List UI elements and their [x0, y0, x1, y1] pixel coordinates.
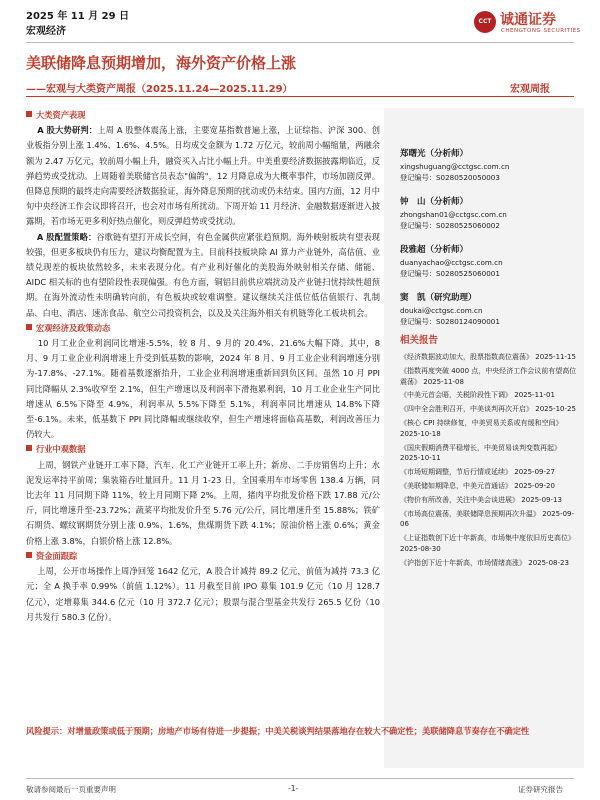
- footer-disclaimer: 敬请参阅最后一页重要声明: [26, 785, 116, 794]
- analyst-email[interactable]: doukai@cctgsc.com.cn: [400, 306, 483, 315]
- paragraph-a-share-strategy: A 股配置策略：谷歌链有望打开成长空间，有色金属供应紧张趋预期。海外映射板块有望表现较强，但更多板块仍有压力，建议均衡配置为主。目前科技板块除 AI 算力产业链外，高估值、业绩兑现差的板块依然较多，未来表现分化。有产业利好催化的美股海外映射相关存储、储能、AIDC 相关标的也有望阶段性表现偏强。有色方面，铜铝目前供应端扰动及产业链扫忧持续性超预期。在海外流动性未明确转向前，有色板块或较难调整。建议继续关注低位低估值银行、乳制品、白电、酒店、速冻食品、航空公司投资机会，以及及关注海外相关有机链等化工板块机会。: [26, 231, 380, 318]
- section-bullet-icon: [26, 111, 32, 117]
- related-report-item[interactable]: 《沪指创下近十年新高，市场情绪高涨》 2025-08-23: [400, 558, 569, 567]
- title-divider: [26, 96, 574, 97]
- risk-warning: 风险提示：对增量政策或低于预期；房地产市场有待进一步提振；中美关税谈判结果落地存在较大不确定性；美联储降息节奏存在不确定性: [26, 726, 530, 736]
- section-heading-assets: 大类资产表现: [26, 108, 380, 123]
- paragraph-policy: 10 月工业企业利润同比增速-5.5%，较 8 月、9 月的 20.4%、21.6%大幅下降。其中，8 月、9 月工业企业利润增速上升受到低基数的影响，2024 年 8 月、9 月工业企业利润增速分别为-17.8%、-27.1%。随着基数逐渐抬升，工业企业利润增速重新回到负区间。虽然 10 月 PPI 同比降幅从 2.3%收窄至 2.1%，但生产增速以及利润率下滑拖累利润，10 月工业企业生产同比增速从 6.5%下降至 4.9%，利润率从 5.5%下降至 5.1%，利润率同比增速从 14.8%下降至-6.1%。未来，低基数下 PPI 同比降幅或继续收窄，但生产增速将面临高基数，利润改善压力仍较大。: [26, 338, 380, 440]
- related-report-item[interactable]: 《上证指数创下近十年新高，市场集中度依旧历史高位》 2025-08-30: [400, 534, 575, 553]
- section-heading-industry: 行业中观数据: [26, 442, 380, 457]
- paragraph-label: A 股配置策略：: [36, 231, 97, 242]
- report-type: 宏观周报: [510, 84, 550, 95]
- section-heading-liquidity: 资金面跟踪: [26, 549, 380, 564]
- analyst-name: 郑曙光（分析师）: [400, 149, 469, 159]
- analyst-email[interactable]: xingshuguang@cctgsc.com.cn: [400, 162, 510, 171]
- related-report-item[interactable]: 《核心 CPI 持续修复，中美贸易关系或有缓和空间》 2025-10-18: [400, 418, 563, 438]
- main-content: [26, 108, 380, 625]
- analyst-name: 段雅超（分析师）: [400, 245, 469, 255]
- header-divider: [26, 42, 574, 43]
- analyst-card: [400, 244, 580, 279]
- logo-chinese-name: 诚通证券: [500, 12, 556, 28]
- related-report-item[interactable]: 《指数再度突破 4000 点，中央经济工作会议前有望高位震荡》 2025-11-08: [400, 366, 577, 386]
- analyst-card: [400, 148, 580, 183]
- report-date: 2025 年 11 月 29 日: [26, 11, 130, 22]
- related-report-item[interactable]: 《市场短期调整，节后行情或延续》 2025-09-27: [400, 468, 555, 477]
- company-logo: [474, 8, 592, 40]
- related-report-item[interactable]: 《市场高位震荡，美联储降息预期再次升温》 2025-09-06: [400, 509, 575, 529]
- paragraph-industry: 上周，钢铁产业链开工率下降，汽车、化工产业链开工率上升；新房、二手房销售均上升；水泥发运率持平前周；集装箱吞吐量回升。11 月 1-23 日，全国乘用车市场零售 138.4 万辆，同比去年 11 月同期下降 11%，较上月同期下降 2%。上周，猪肉平均批发价格下跌 17.88 元/公斤，同比增速升至-23.72%；蔬菜平均批发价升至 5.76 元/公斤，同比增速升至 15.88%；铁矿石期货、螺纹钢期货分别上涨 0.9%、1.6%，焦煤期货下跌 4.1%；原油价格上涨 0.6%；黄金价格上涨 3.8%，白银价格上涨 12.8%。: [26, 459, 380, 546]
- related-report-item[interactable]: 《中美元首会晤，关税阶段性下调》 2025-11-01: [400, 391, 555, 400]
- report-title: 美联储降息预期增加，海外资产价格上涨: [26, 54, 297, 72]
- analyst-cert: 登记编号：S0280520050003: [400, 173, 500, 182]
- section-bullet-icon: [26, 552, 32, 558]
- section-bullet-icon: [26, 445, 32, 451]
- analyst-email[interactable]: duanyachao@cctgsc.com.cn: [400, 258, 503, 267]
- paragraph-label: A 股大势研判：: [37, 125, 98, 136]
- paragraph-a-share-outlook: A 股大势研判：上周 A 股整体震荡上涨，主要宽基指数普遍上涨，上证综指、沪深 300、创业板指分别上涨 1.4%、1.6%、4.5%。日均成交金额为 1.72 万亿元，较前周小幅缩量，两融余额为 2.47 万亿元，较前周小幅上升，融资买入占比小幅上升。中美重要经济数据披露期临近，反弹趋势或受扰动。上周随着美联储官员表态"偏鸽"，12 月降息成为大概率事件，市场加剧反弹。但降息预期的最终走向需要经济数据验证，海外降息预期的扰动或仍未结束。国内方面，12 月中旬中央经济工作会议即将召开，也会对市场有所扰动。下周开始 11 月经济、金融数据逐渐进入披露期，若市场无更多利好热点催化，则反弹趋势或受扰动。: [26, 125, 380, 227]
- paragraph-liquidity: 上周，公开市场操作上周净回笼 1642 亿元，A 股合计减持 89.2 亿元，前值为减持 73.3 亿元；全 A 换手率 0.99%（前值 1.12%）。11 月截至目前 IPO 募集 101.9 亿元（10 月 128.7 亿元），定增募集 344.6 亿元（10 月 372.7 亿元）；股票与混合型基金共发行 265.5 亿份（10 月共发行 580.3 亿份）。: [26, 566, 380, 622]
- footer-report-label: 证券研究报告: [518, 785, 563, 794]
- report-subtitle: ——宏观与大类资产周报（2025.11.24—2025.11.29）: [26, 84, 293, 95]
- page-number: -1-: [288, 784, 299, 793]
- analyst-cert: 登记编号：S0280525060002: [400, 221, 500, 230]
- analyst-email[interactable]: zhongshan01@cctgsc.com.cn: [400, 210, 507, 219]
- analyst-list: [400, 148, 580, 340]
- report-category: 宏观经济: [26, 26, 66, 37]
- logo-english-name: CHENGTONG SECURITIES: [501, 28, 581, 34]
- analyst-card: [400, 292, 580, 327]
- sidebar: [384, 108, 584, 768]
- analyst-name: 钟 山（分析师）: [400, 197, 469, 207]
- section-heading-policy: 宏观经济及政策动态: [26, 321, 380, 336]
- analyst-name: 窦 凯（研究助理）: [400, 293, 477, 303]
- analyst-card: [400, 196, 580, 231]
- related-report-item[interactable]: 《美联储如期降息，中美元首通话》 2025-09-20: [400, 481, 555, 490]
- related-report-item[interactable]: 《物价有所改善，关注中美会谈进展》 2025-09-13: [400, 495, 562, 504]
- logo-mark-icon: CCT: [474, 11, 496, 33]
- related-report-item[interactable]: 《四中全会胜利召开，中美谈判再次开启》 2025-10-25: [400, 405, 576, 414]
- analyst-cert: 登记编号：S0280124090001: [400, 317, 500, 326]
- related-reports-list: [400, 352, 578, 572]
- related-reports-heading: 相关报告: [400, 335, 439, 346]
- analyst-cert: 登记编号：S0280525060001: [400, 269, 500, 278]
- section-bullet-icon: [26, 324, 32, 330]
- related-report-item[interactable]: 《国庆假期消费平稳增长，中美贸易谈判变数再起》 2025-10-11: [400, 443, 561, 463]
- related-report-item[interactable]: 《经济数据波动加大，股票指数高位震荡》 2025-11-15: [400, 353, 576, 361]
- footer-divider: [26, 778, 574, 779]
